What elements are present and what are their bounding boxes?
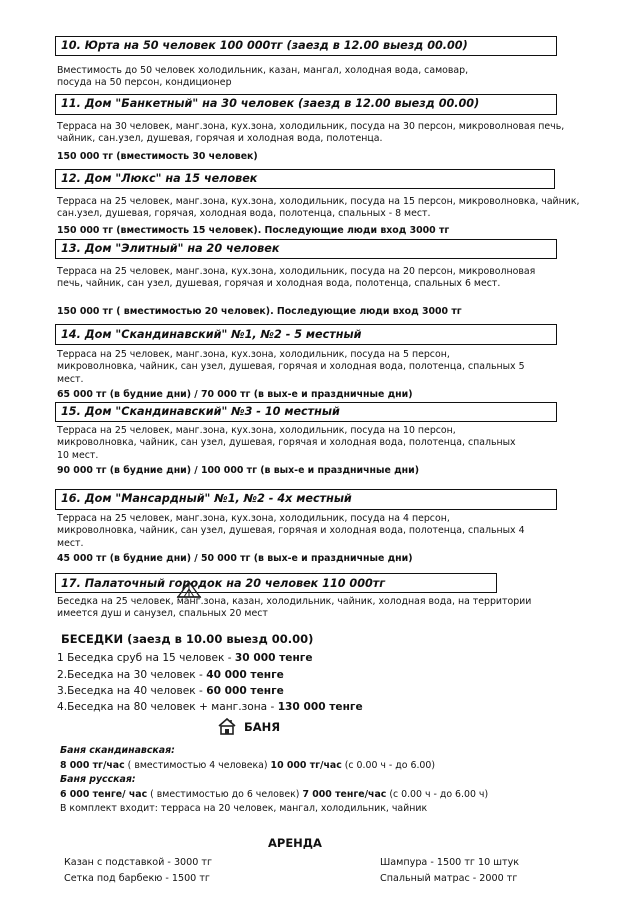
bath-scandi-price-1: 8 000 тг/час — [60, 760, 125, 771]
section-14-price: 65 000 тг (в будние дни) / 70 000 тг (в вых-е и праздничные дни) — [57, 389, 413, 400]
gazebo-item-1-text: 1 Беседка сруб на 15 человек - — [57, 652, 235, 664]
gazebo-item-1 — [57, 652, 313, 665]
bath-russian-price — [60, 789, 488, 801]
bath-scandi-label: Баня скандинавская: — [60, 745, 175, 756]
gazebo-item-1-price: 30 000 тенге — [234, 652, 313, 664]
section-13-desc: Терраса на 25 человек, манг.зона, кух.зона, холодильник, посуда на 20 персон, микроволновая печь, чайник, сан узел, душевая, горячая и холодная вода, полотенца, спальных 6 мест. — [57, 266, 536, 290]
section-10-desc: Вместимость до 50 человек холодильник, казан, мангал, холодная вода, самовар, посуда на 50 персон, кондиционер — [57, 65, 469, 89]
section-16-price: 45 000 тг (в будние дни) / 50 000 тг (в вых-е и праздничные дни) — [57, 553, 413, 564]
bath-kit: В комплект входит: терраса на 20 человек, мангал, холодильник, чайник — [60, 803, 428, 814]
gazebo-item-4-price: 130 000 тенге — [277, 701, 363, 713]
section-15-desc: Терраса на 25 человек, манг.зона, кух.зона, холодильник, посуда на 10 персон, микроволновка, чайник, сан узел, душевая, горячая и холодная вода, полотенца, спальных 10 мест. — [57, 425, 516, 461]
section-12-desc: Терраса на 25 человек, манг.зона, кух.зона, холодильник, посуда на 15 персон, микроволновка, чайник, сан.узел, душевая, горячая, холодная вода, полотенца, спальных - 8 мест. — [57, 196, 580, 220]
gazebo-item-2-price: 40 000 тенге — [206, 669, 284, 681]
section-12-title: 12. Дом "Люкс" на 15 человек — [61, 172, 258, 185]
bathhouse-icon — [216, 716, 238, 736]
rent-item-skewers: Шампура - 1500 тг 10 штук — [380, 857, 520, 868]
section-11-title: 11. Дом "Банкетный" на 30 человек (заезд в 12.00 выезд 00.00) — [61, 97, 480, 110]
gazebo-item-4 — [57, 701, 363, 714]
gazebos-heading: БЕСЕДКИ (заезд в 10.00 выезд 00.00) — [61, 632, 314, 646]
bath-scandi-price — [60, 760, 435, 772]
section-12-price: 150 000 тг (вместимость 15 человек). Последующие люди вход 3000 тг — [57, 225, 450, 236]
gazebo-item-3-price: 60 000 тенге — [206, 685, 284, 697]
rent-item-mattress: Спальный матрас - 2000 тг — [380, 873, 518, 884]
rent-heading: АРЕНДА — [268, 836, 322, 850]
section-17-title: 17. Палаточный городок на 20 человек 110 000тг — [61, 577, 386, 590]
gazebo-item-2-text: 2.Беседка на 30 человек - — [57, 669, 207, 681]
section-10-title: 10. Юрта на 50 человек 100 000тг (заезд в 12.00 выезд 00.00) — [61, 39, 468, 52]
section-16-desc: Терраса на 25 человек, манг.зона, кух.зона, холодильник, посуда на 4 персон, микроволновка, чайник, сан узел, душевая, горячая и холодная вода, полотенца, спальных 4 мест. — [57, 513, 525, 549]
section-15-title: 15. Дом "Скандинавский" №3 - 10 местный — [61, 405, 340, 418]
section-14-title: 14. Дом "Скандинавский" №1, №2 - 5 местный — [61, 328, 362, 341]
gazebo-item-3 — [57, 685, 284, 698]
bath-russian-price-1: 6 000 тенге/ час — [60, 789, 148, 800]
gazebo-item-4-text: 4.Беседка на 80 человек + манг.зона - — [57, 701, 278, 713]
bath-scandi-text-2: (с 0.00 ч - до 6.00) — [341, 760, 436, 771]
rent-item-grill: Сетка под барбекю - 1500 тг — [64, 873, 210, 884]
section-13-title: 13. Дом "Элитный" на 20 человек — [61, 242, 280, 255]
bath-scandi-price-2: 10 000 тг/час — [270, 760, 342, 771]
section-17-desc: Беседка на 25 человек, манг.зона, казан, холодильник, чайник, холодная вода, на территории имеется душ и санузел, спальных 20 мест — [57, 596, 532, 620]
rent-item-kazan: Казан с подставкой - 3000 тг — [64, 857, 213, 868]
section-16-title: 16. Дом "Мансардный" №1, №2 - 4х местный — [61, 492, 352, 505]
bath-heading: БАНЯ — [244, 720, 281, 734]
gazebo-item-2 — [57, 669, 284, 682]
bath-russian-text-2: (с 0.00 ч - до 6.00 ч) — [386, 789, 489, 800]
section-15-price: 90 000 тг (в будние дни) / 100 000 тг (в вых-е и праздничные дни) — [57, 465, 420, 476]
section-11-price: 150 000 тг (вместимость 30 человек) — [57, 151, 258, 162]
bath-scandi-text-1: ( вместимостью 4 человека) — [124, 760, 271, 771]
gazebo-item-3-text: 3.Беседка на 40 человек - — [57, 685, 207, 697]
bath-russian-price-2: 7 000 тенге/час — [302, 789, 387, 800]
bath-russian-text-1: ( вместимостью до 6 человек) — [147, 789, 303, 800]
section-11-desc: Терраса на 30 человек, манг.зона, кух.зона, холодильник, посуда на 30 персон, микроволновая печь, чайник, сан.узел, душевая, горячая и холодная вода, полотенца. — [57, 121, 565, 145]
section-14-desc: Терраса на 25 человек, манг.зона, кух.зона, холодильник, посуда на 5 персон, микроволновка, чайник, сан узел, душевая, горячая и холодная вода, полотенца, спальных 5 мест. — [57, 349, 525, 385]
section-13-price: 150 000 тг ( вместимостью 20 человек). Последующие люди вход 3000 тг — [57, 306, 462, 317]
bath-russian-label: Баня русская: — [60, 774, 136, 785]
